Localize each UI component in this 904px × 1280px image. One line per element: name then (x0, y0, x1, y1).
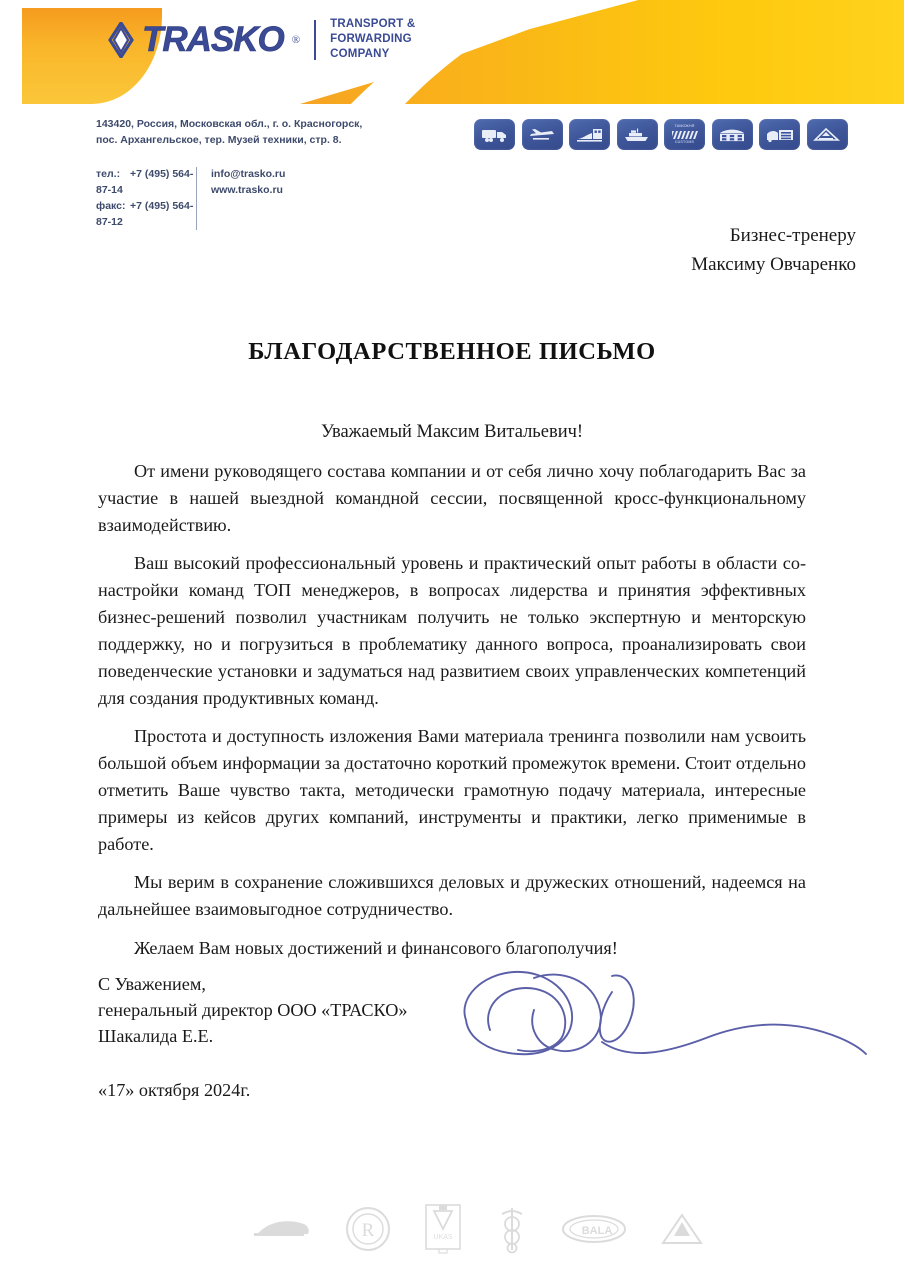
ship-icon (617, 119, 658, 150)
customs-label-bottom: CUSTOMS (674, 139, 695, 144)
address-line-2: пос. Архангельское, тер. Музей техники, стр. 8. (96, 134, 342, 147)
web-column (211, 166, 329, 231)
paragraph: Ваш высокий профессиональный уровень и практический опыт работы в области со-настройки команд ТОП менеджеров, в вопросах лидерства и принятия эффективных бизнес-решений позволил участникам получить не только экспертную и менторскую поддержку, но и погрузиться в проблематику данного вопроса, проанализировать свои поведенческие установки и задуматься над развитием своих управленческих компетенций для создания продуктивных команд. (98, 553, 806, 709)
terminal-icon (759, 119, 800, 150)
address-line-1: 143420, Россия, Московская обл., г. о. Красногорск, (96, 118, 363, 130)
company-logo (108, 17, 415, 63)
addressee-block (691, 222, 856, 280)
bala-logo (561, 1214, 627, 1244)
asmap-logo (252, 1216, 312, 1242)
customs-icon (664, 119, 705, 150)
customs-label-top: ТАМОЖНЯ (674, 124, 695, 129)
page-title: БЛАГОДАРСТВЕННОЕ ПИСЬМО (248, 338, 656, 365)
logo-divider (314, 20, 316, 60)
registered-trademark-icon: ® (291, 33, 301, 46)
addressee-role: Бизнес-тренеру (729, 225, 856, 246)
triangle-logo (660, 1212, 704, 1246)
project-cargo-icon (807, 119, 848, 150)
letterhead-banner (0, 0, 904, 104)
logo-wordmark: TRASKO (142, 20, 284, 60)
caduceus-logo (496, 1204, 528, 1254)
logo-tagline (330, 17, 415, 63)
svg-text:R: R (361, 1220, 375, 1241)
contact-divider (196, 167, 197, 230)
truck-icon (474, 119, 515, 150)
phone-column (96, 166, 196, 231)
paragraph: Мы верим в сохранение сложившихся деловых и дружеских отношений, надеемся на дальнейшее взаимовыгодное сотрудничество. (98, 872, 806, 920)
svg-text:BALA: BALA (581, 1225, 613, 1237)
phone-value[interactable]: +7 (495) 564-87-14 (96, 167, 194, 196)
signer-position: генеральный директор ООО «ТРАСКО» (98, 999, 408, 1020)
paragraph: Желаем Вам новых достижений и финансового благополучия! (134, 937, 618, 958)
certification-logos-row (252, 1198, 704, 1260)
addressee-name: Максиму Овчаренко (691, 253, 856, 275)
paragraph: От имени руководящего состава компании и от себя лично хочу поблагодарить Вас за участие в нашей выездной командной сессии, посвященной кросс-функциональному взаимодействию. (98, 461, 806, 536)
airplane-icon (522, 119, 563, 150)
ukas-logo (424, 1203, 462, 1255)
signature-block (98, 972, 407, 1050)
website-link[interactable]: www.trasko.ru (211, 183, 283, 196)
fax-value: +7 (495) 564-87-12 (96, 200, 194, 229)
letter-body (98, 458, 806, 962)
phone-label: тел.: (96, 167, 121, 180)
greeting-line: Уважаемый Максим Витальевич! (320, 422, 584, 442)
tagline-line-1: TRANSPORT & (330, 18, 416, 30)
signature-flourish-icon (452, 958, 872, 1068)
email-link[interactable]: info@trasko.ru (211, 167, 286, 180)
contact-block (96, 116, 426, 231)
train-icon (569, 119, 610, 150)
fax-label: факс: (96, 200, 126, 213)
paragraph: Простота и доступность изложения Вами материала тренинга позволили нам усвоить большой объем информации за достаточно короткий промежуток времени. Стоит отдельно отметить Ваше чувство такта, методически грамотную подачу материала, интересные примеры из кейсов других компаний, инструменты и практики, легко применимые в работе. (98, 726, 806, 855)
signature-closing: С Уважением, (98, 974, 206, 994)
iru-logo (345, 1206, 391, 1252)
svg-text:UKAS: UKAS (433, 1234, 453, 1241)
signer-name: Шакалида Е.Е. (98, 1025, 214, 1046)
letter-date: «17» октября 2024г. (98, 1080, 251, 1100)
service-icons-row (474, 119, 848, 150)
warehouse-icon (712, 119, 753, 150)
tagline-line-2: FORWARDING (330, 33, 412, 46)
trasko-diamond-icon (108, 22, 134, 58)
tagline-line-3: COMPANY (330, 48, 390, 61)
